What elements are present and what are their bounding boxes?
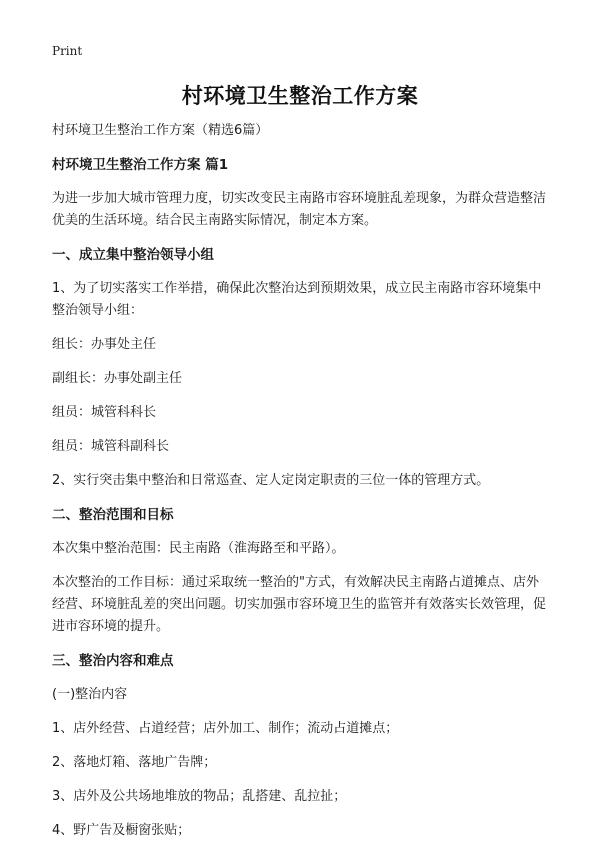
heading-content-difficulties: 三、整治内容和难点: [52, 653, 174, 669]
document-subtitle: 村环境卫生整治工作方案（精选6篇）: [52, 123, 269, 138]
list-item: 副组长：办事处副主任: [52, 371, 183, 386]
list-item: 组员：城管科副科长: [52, 439, 170, 454]
list-item: 1、为了切实落实工作举措，确保此次整治达到预期效果，成立民主南路市容环境集中整治领导小组：: [52, 281, 542, 318]
list-item: 4、野广告及橱窗张贴；: [52, 823, 191, 838]
list-item: 组员：城管科科长: [52, 405, 157, 420]
section-title: 村环境卫生整治工作方案 篇1: [52, 157, 229, 173]
document-body: [52, 120, 548, 854]
list-item: 1、店外经营、占道经营；店外加工、制作；流动占道摊点；: [52, 721, 399, 736]
list-item: 2、实行突击集中整治和日常巡查、定人定岗定职责的三位一体的管理方式。: [52, 473, 490, 488]
heading-leadership-group: 一、成立集中整治领导小组: [52, 247, 214, 263]
print-link[interactable]: Print: [52, 44, 83, 58]
list-item: (一)整治内容: [52, 687, 128, 702]
paragraph: 为进一步加大城市管理力度，切实改变民主南路市容环境脏乱差现象，为群众营造整洁优美的生活环境。结合民主南路实际情况，制定本方案。: [52, 191, 547, 228]
list-item: 3、店外及公共场地堆放的物品；乱搭建、乱拉扯；: [52, 789, 347, 804]
list-item: 2、落地灯箱、落地广告牌；: [52, 755, 217, 770]
list-item: 本次整治的工作目标：通过采取统一整治的"方式，有效解决民主南路占道摊点、店外经营、环境脏乱差的突出问题。切实加强市容环境卫生的监管并有效落实长效管理，促进市容环境的提升。: [52, 575, 547, 634]
document-title: 村环境卫生整治工作方案: [181, 84, 419, 108]
heading-scope-goals: 二、整治范围和目标: [52, 507, 174, 523]
list-item: 组长：办事处主任: [52, 337, 157, 352]
list-item: 本次集中整治范围：民主南路（淮海路至和平路）。: [52, 541, 345, 556]
